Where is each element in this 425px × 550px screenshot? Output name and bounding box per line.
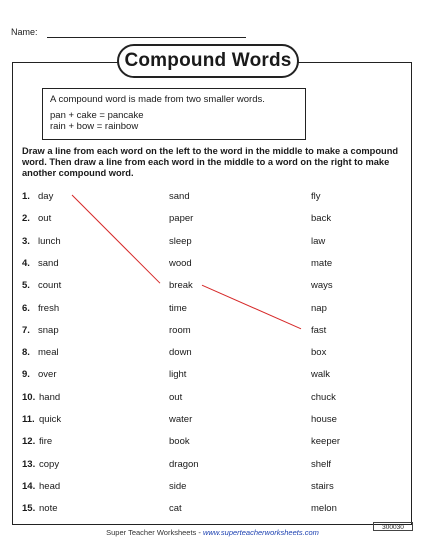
right-word: back <box>311 213 332 225</box>
right-word: box <box>311 347 327 359</box>
right-word: ways <box>311 280 333 292</box>
row-number: 13. <box>22 458 36 470</box>
footer-link[interactable]: www.superteacherworksheets.com <box>202 528 319 537</box>
row-number: 1. <box>22 191 30 202</box>
right-word: walk <box>311 369 331 381</box>
middle-word: water <box>169 414 193 425</box>
right-word: nap <box>311 302 327 314</box>
info-example-2: rain + bow = rainbow <box>50 121 139 132</box>
middle-word: book <box>169 436 190 448</box>
left-word: snap <box>38 324 59 336</box>
left-word: count <box>38 280 62 292</box>
row-number: 5. <box>22 280 30 292</box>
middle-word: sleep <box>169 235 192 247</box>
left-word: meal <box>38 347 59 359</box>
right-word: shelf <box>311 458 332 470</box>
footer-prefix: Super Teacher Worksheets - <box>106 528 203 537</box>
middle-word: sand <box>169 191 190 202</box>
middle-word: room <box>169 324 191 336</box>
middle-word: cat <box>169 503 182 515</box>
info-definition: A compound word is made from two smaller words. <box>50 94 265 105</box>
right-word: mate <box>311 257 333 269</box>
middle-word: break <box>169 280 193 292</box>
right-word: keeper <box>311 436 341 448</box>
row-number: 14. <box>22 480 36 492</box>
left-word: over <box>38 369 57 381</box>
middle-word: time <box>169 302 187 314</box>
middle-word: wood <box>169 257 192 269</box>
left-word: note <box>39 503 58 515</box>
example-line-middle-to-right <box>202 285 301 329</box>
left-word: fresh <box>38 302 60 314</box>
right-word: melon <box>311 503 337 515</box>
example-line-left-to-middle <box>72 195 160 283</box>
row-number: 4. <box>22 257 30 269</box>
middle-word: side <box>169 480 187 492</box>
right-word: fast <box>311 324 327 336</box>
left-word: hand <box>39 391 61 403</box>
row-number: 2. <box>22 213 30 225</box>
row-number: 3. <box>22 235 30 247</box>
middle-word: dragon <box>169 458 199 470</box>
left-word: lunch <box>38 235 61 247</box>
footer <box>0 528 425 537</box>
row-number: 15. <box>22 503 36 515</box>
row-number: 10. <box>22 391 36 403</box>
worksheet-code: 300030 <box>373 522 413 531</box>
middle-word: light <box>169 369 187 381</box>
middle-word: down <box>169 347 192 359</box>
row-number: 8. <box>22 347 30 359</box>
right-word: law <box>311 235 326 247</box>
row-number: 11. <box>22 414 35 425</box>
right-word: chuck <box>311 391 336 403</box>
right-word: stairs <box>311 480 334 492</box>
left-word: sand <box>38 257 59 269</box>
right-word: fly <box>311 191 321 202</box>
name-label: Name: <box>11 27 38 37</box>
left-word: copy <box>39 458 60 470</box>
left-word: day <box>38 191 54 202</box>
instructions: Draw a line from each word on the left to the word in the middle to make a compound word. Then draw a line from each word in the middle to a word on the right to make another compound word. <box>22 146 399 179</box>
middle-word: paper <box>169 213 194 225</box>
left-word: out <box>38 213 52 225</box>
row-number: 7. <box>22 324 30 336</box>
left-word: quick <box>39 414 62 425</box>
row-number: 12. <box>22 436 36 448</box>
page-title: Compound Words <box>117 44 299 78</box>
info-example-1: pan + cake = pancake <box>50 110 144 121</box>
row-number: 9. <box>22 369 30 381</box>
row-number: 6. <box>22 302 30 314</box>
left-word: fire <box>39 436 53 448</box>
right-word: house <box>311 414 337 425</box>
left-word: head <box>39 480 61 492</box>
middle-word: out <box>169 391 183 403</box>
